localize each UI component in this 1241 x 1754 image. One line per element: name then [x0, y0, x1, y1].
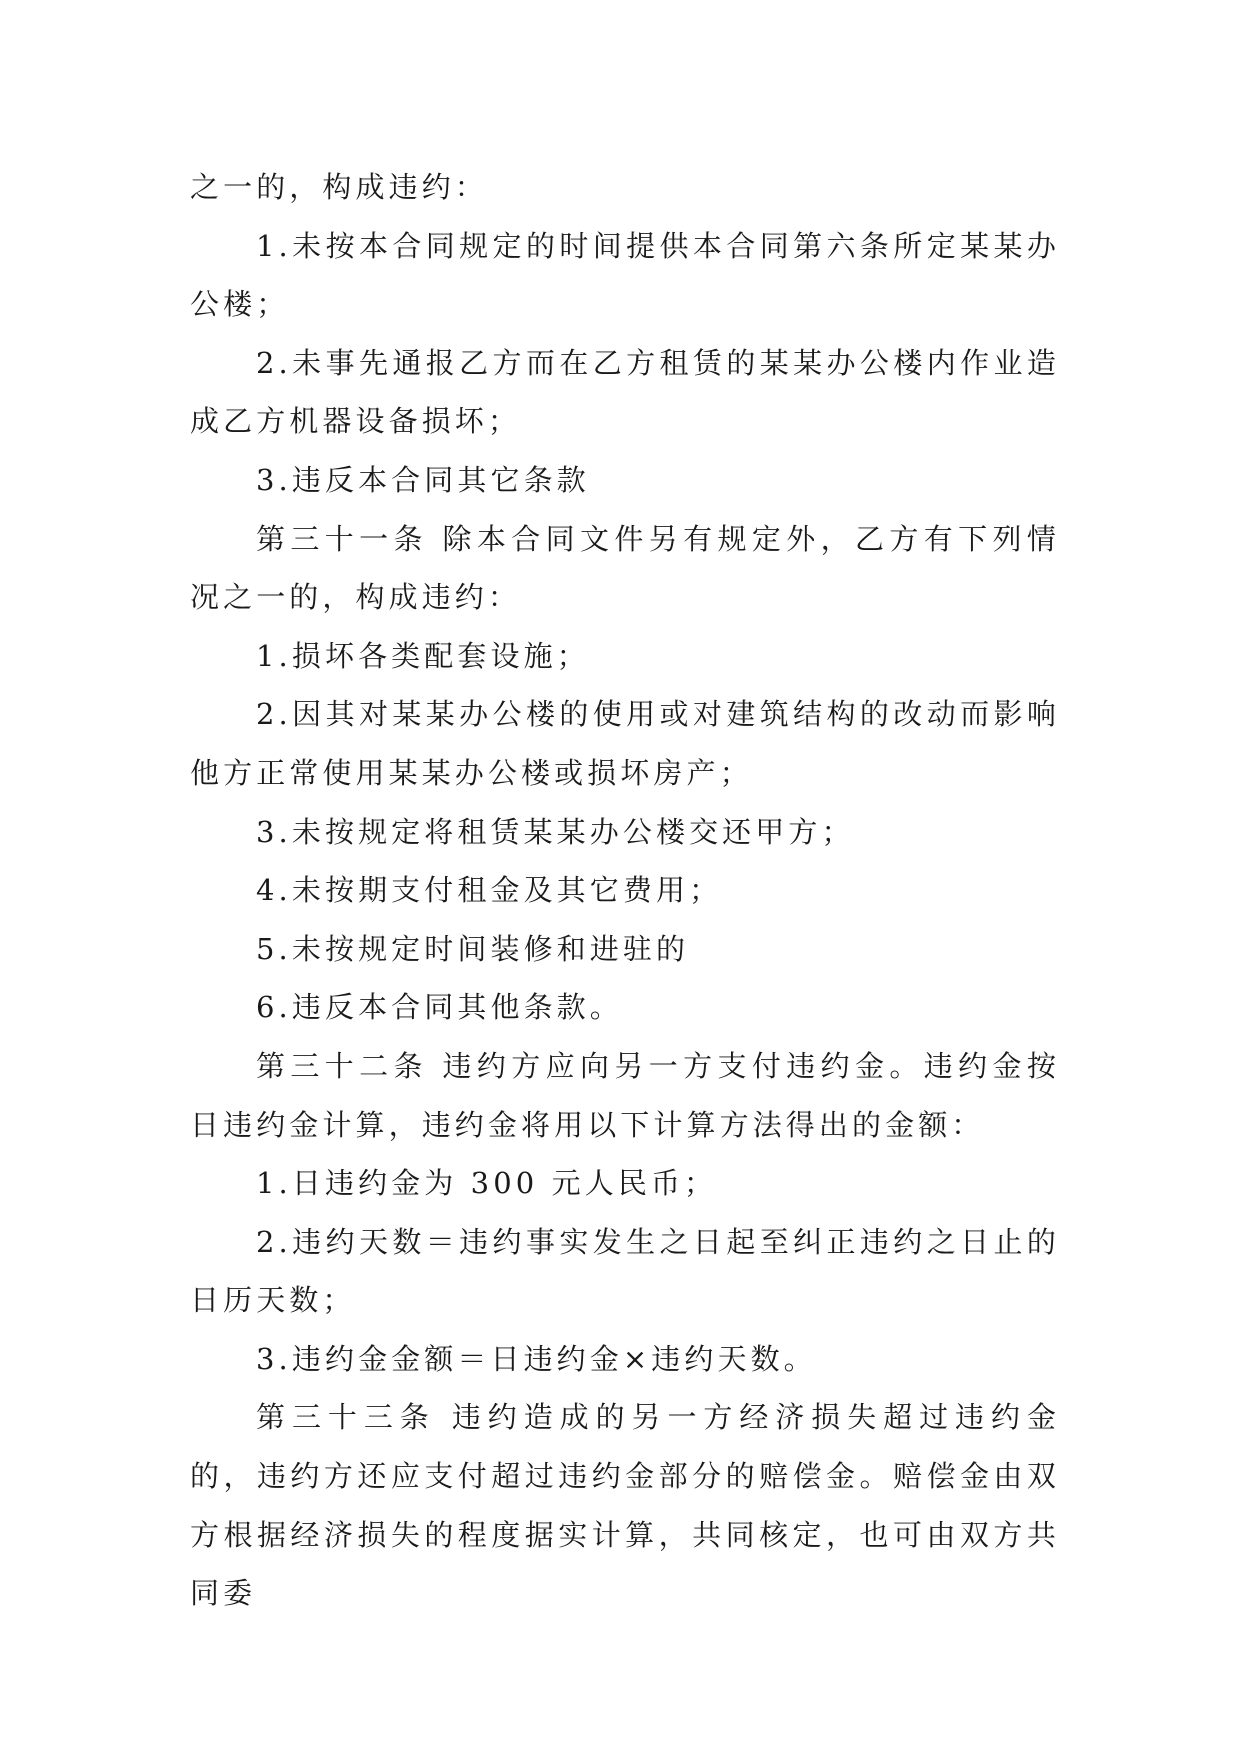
paragraph: 2.违约天数＝违约事实发生之日起至纠正违约之日止的日历天数；	[190, 1224, 1060, 1318]
paragraph: 第三十三条 违约造成的另一方经济损失超过违约金的，违约方还应支付超过违约金部分的赔偿金。赔偿金由双方根据经济损失的程度据实计算，共同核定，也可由双方共同委	[190, 1400, 1060, 1611]
paragraph: 3.违反本合同其它条款	[256, 462, 590, 497]
contract-text	[190, 158, 1060, 1623]
paragraph: 5.未按规定时间装修和进驻的	[256, 931, 690, 966]
paragraph: 1.损坏各类配套设施；	[256, 638, 590, 673]
paragraph: 2.因其对某某办公楼的使用或对建筑结构的改动而影响他方正常使用某某办公楼或损坏房产；	[190, 697, 1060, 790]
paragraph: 1.未按本合同规定的时间提供本合同第六条所定某某办公楼；	[190, 228, 1060, 322]
paragraph: 3.未按规定将租赁某某办公楼交还甲方；	[256, 814, 855, 849]
paragraph: 1.日违约金为 300 元人民币；	[256, 1166, 718, 1201]
paragraph: 第三十一条 除本合同文件另有规定外，乙方有下列情况之一的，构成违约：	[190, 521, 1060, 615]
paragraph: 6.违反本合同其他条款。	[256, 990, 623, 1025]
paragraph: 之一的，构成违约：	[190, 170, 488, 204]
paragraph: 4.未按期支付租金及其它费用；	[256, 873, 723, 908]
paragraph: 2.未事先通报乙方而在乙方租赁的某某办公楼内作业造成乙方机器设备损坏；	[190, 345, 1060, 439]
paragraph: 第三十二条 违约方应向另一方支付违约金。违约金按日违约金计算，违约金将用以下计算方法得出的金额：	[190, 1048, 1060, 1142]
paragraph: 3.违约金金额＝日违约金×违约天数。	[256, 1341, 817, 1376]
